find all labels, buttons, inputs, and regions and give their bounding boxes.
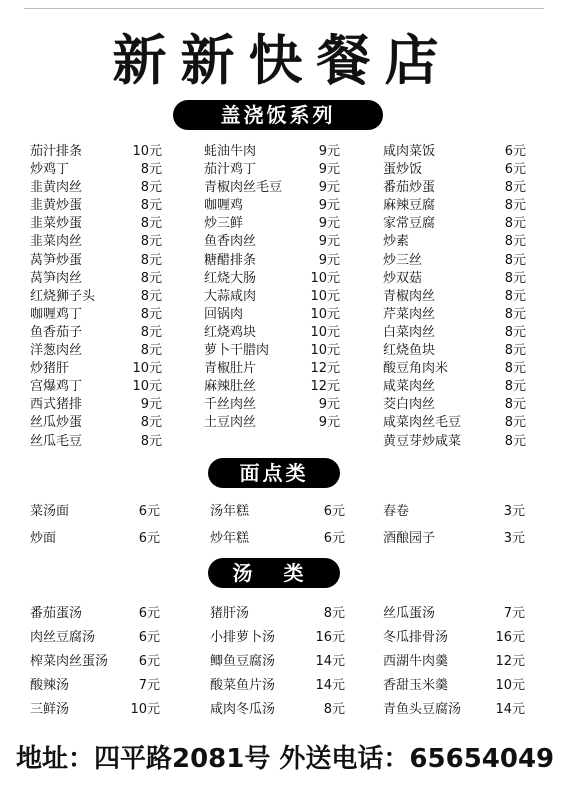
menu-item-price: 8元 bbox=[140, 288, 162, 304]
menu-item-price: 8元 bbox=[140, 270, 162, 286]
menu-item bbox=[383, 161, 526, 179]
menu-item bbox=[30, 396, 162, 414]
menu-item bbox=[383, 498, 525, 525]
menu-item-name: 大蒜咸肉 bbox=[204, 288, 257, 304]
menu-item bbox=[30, 215, 162, 233]
menu-item bbox=[30, 288, 162, 306]
menu-item-price: 7元 bbox=[138, 678, 160, 693]
menu-item bbox=[204, 197, 340, 215]
menu-item-price: 8元 bbox=[504, 379, 526, 395]
menu-item-price: 6元 bbox=[138, 531, 160, 546]
menu-item-name: 韭黄炒蛋 bbox=[30, 198, 83, 214]
menu-item bbox=[30, 525, 160, 552]
menu-item-name: 咸肉菜饭 bbox=[383, 144, 436, 159]
menu-item bbox=[30, 197, 162, 215]
menu-item-name: 土豆肉丝 bbox=[204, 415, 257, 431]
menu-item bbox=[383, 396, 526, 414]
menu-item-price: 8元 bbox=[504, 288, 526, 304]
menu-item-price: 8元 bbox=[504, 306, 526, 322]
menu-item-name: 番茄炒蛋 bbox=[383, 180, 436, 196]
menu-item bbox=[30, 498, 160, 525]
menu-item-price: 8元 bbox=[140, 234, 162, 250]
menu-item-name: 青椒肉丝 bbox=[383, 288, 436, 304]
menu-item-price: 6元 bbox=[138, 606, 160, 621]
menu-item-price: 8元 bbox=[140, 343, 162, 359]
menu-item bbox=[383, 602, 525, 626]
menu-item-name: 酸辣汤 bbox=[30, 678, 70, 693]
menu-item-price: 8元 bbox=[140, 306, 162, 322]
menu-item-name: 西式猪排 bbox=[30, 397, 83, 413]
restaurant-title: 新新快餐店 bbox=[112, 29, 453, 92]
menu-item bbox=[204, 396, 340, 414]
menu-item-price: 7元 bbox=[503, 606, 525, 621]
menu-item-name: 咖喱鸡 bbox=[204, 198, 244, 214]
menu-item bbox=[204, 360, 340, 378]
menu-item-name: 三鲜汤 bbox=[30, 702, 70, 717]
menu-item-name: 酸豆角肉米 bbox=[383, 361, 449, 377]
menu-item-price: 8元 bbox=[140, 162, 162, 178]
menu-item bbox=[383, 179, 526, 197]
menu-item bbox=[210, 698, 345, 722]
menu-item bbox=[204, 233, 340, 251]
menu-item-price: 6元 bbox=[138, 654, 160, 669]
menu-item-name: 茭白肉丝 bbox=[383, 397, 436, 413]
menu-item bbox=[30, 324, 162, 342]
menu-item-name: 洋葱肉丝 bbox=[30, 343, 83, 359]
menu-item bbox=[383, 650, 525, 674]
menu-item-price: 8元 bbox=[140, 433, 162, 449]
menu-item-price: 8元 bbox=[504, 361, 526, 377]
menu-item bbox=[204, 143, 340, 161]
menu-item-name: 炒年糕 bbox=[210, 531, 250, 546]
rice-column-1 bbox=[30, 143, 162, 451]
menu-item-price: 10元 bbox=[132, 379, 162, 395]
menu-item-name: 猪肝汤 bbox=[210, 606, 250, 621]
menu-item bbox=[204, 378, 340, 396]
menu-item-name: 榨菜肉丝蛋汤 bbox=[30, 654, 109, 669]
menu-item bbox=[383, 433, 526, 451]
menu-item-price: 8元 bbox=[504, 216, 526, 232]
menu-item-price: 12元 bbox=[495, 654, 525, 669]
menu-item-price: 12元 bbox=[310, 361, 340, 377]
menu-item-name: 炒双菇 bbox=[383, 270, 423, 286]
menu-item-name: 汤年糕 bbox=[210, 504, 250, 519]
menu-item-name: 小排萝卜汤 bbox=[210, 630, 276, 645]
menu-item bbox=[30, 433, 162, 451]
menu-item bbox=[210, 602, 345, 626]
menu-item-price: 10元 bbox=[132, 361, 162, 377]
menu-item-name: 白菜肉丝 bbox=[383, 324, 436, 340]
menu-item-name: 炒鸡丁 bbox=[30, 162, 70, 178]
menu-item bbox=[383, 324, 526, 342]
menu-item bbox=[383, 626, 525, 650]
menu-item-name: 肉丝豆腐汤 bbox=[30, 630, 96, 645]
menu-item bbox=[30, 626, 160, 650]
menu-item-name: 蚝油牛肉 bbox=[204, 144, 257, 159]
menu-item-price: 10元 bbox=[310, 270, 340, 286]
menu-item-name: 炒三鲜 bbox=[204, 216, 244, 232]
menu-item-name: 青椒肚片 bbox=[204, 361, 257, 377]
menu-item bbox=[204, 414, 340, 432]
menu-item-name: 丝瓜蛋汤 bbox=[383, 606, 436, 621]
menu-item bbox=[30, 252, 162, 270]
menu-item-price: 16元 bbox=[495, 630, 525, 645]
menu-item-price: 10元 bbox=[310, 306, 340, 322]
menu-item-price: 10元 bbox=[130, 702, 160, 717]
menu-item bbox=[204, 288, 340, 306]
menu-item-price: 3元 bbox=[503, 531, 525, 546]
menu-item-name: 家常豆腐 bbox=[383, 216, 436, 232]
menu-item bbox=[204, 215, 340, 233]
menu-item bbox=[30, 602, 160, 626]
menu-item-name: 芹菜肉丝 bbox=[383, 306, 436, 322]
menu-item-name: 香甜玉米羹 bbox=[383, 678, 449, 693]
menu-item-name: 菜汤面 bbox=[30, 504, 70, 519]
menu-item-price: 8元 bbox=[504, 252, 526, 268]
menu-item-price: 6元 bbox=[504, 144, 526, 159]
menu-item-name: 回锅肉 bbox=[204, 306, 244, 322]
menu-item bbox=[383, 698, 525, 722]
menu-item bbox=[30, 342, 162, 360]
menu-item bbox=[30, 360, 162, 378]
menu-item-price: 14元 bbox=[315, 654, 345, 669]
menu-item-name: 茄汁排条 bbox=[30, 144, 83, 159]
menu-item-price: 9元 bbox=[318, 162, 340, 178]
menu-item-price: 8元 bbox=[140, 324, 162, 340]
menu-item bbox=[210, 498, 345, 525]
menu-item-price: 8元 bbox=[140, 216, 162, 232]
menu-item bbox=[30, 270, 162, 288]
menu-item bbox=[383, 306, 526, 324]
noodle-column-2 bbox=[210, 498, 345, 552]
menu-item bbox=[210, 650, 345, 674]
menu-item-name: 酒酿园子 bbox=[383, 531, 436, 546]
menu-item-price: 8元 bbox=[504, 415, 526, 431]
menu-item-name: 炒猪肝 bbox=[30, 361, 70, 377]
menu-item bbox=[30, 674, 160, 698]
menu-item-name: 炒面 bbox=[30, 531, 57, 546]
menu-item-name: 春卷 bbox=[383, 504, 410, 519]
menu-item-price: 16元 bbox=[315, 630, 345, 645]
menu-item bbox=[204, 252, 340, 270]
menu-item-price: 10元 bbox=[495, 678, 525, 693]
menu-item-price: 14元 bbox=[495, 702, 525, 717]
menu-item-price: 8元 bbox=[140, 180, 162, 196]
menu-item-name: 蛋炒饭 bbox=[383, 162, 423, 178]
menu-item-name: 炒三丝 bbox=[383, 252, 423, 268]
menu-item-price: 6元 bbox=[138, 504, 160, 519]
menu-item-price: 9元 bbox=[318, 415, 340, 431]
menu-item-name: 咸菜肉丝毛豆 bbox=[383, 415, 462, 431]
menu-item bbox=[383, 378, 526, 396]
menu-item-name: 鱼香茄子 bbox=[30, 324, 83, 340]
menu-item-name: 丝瓜毛豆 bbox=[30, 433, 83, 449]
menu-item bbox=[204, 179, 340, 197]
menu-item-name: 冬瓜排骨汤 bbox=[383, 630, 449, 645]
menu-item-price: 6元 bbox=[323, 531, 345, 546]
menu-item-price: 10元 bbox=[132, 144, 162, 159]
menu-item-price: 8元 bbox=[140, 198, 162, 214]
menu-item-name: 韭菜炒蛋 bbox=[30, 216, 83, 232]
menu-item-price: 14元 bbox=[315, 678, 345, 693]
menu-item bbox=[30, 414, 162, 432]
menu-item-price: 9元 bbox=[318, 216, 340, 232]
menu-item-name: 西湖牛肉羹 bbox=[383, 654, 449, 669]
menu-item-price: 8元 bbox=[504, 198, 526, 214]
menu-item-price: 8元 bbox=[140, 415, 162, 431]
menu-item-name: 莴笋炒蛋 bbox=[30, 252, 83, 268]
menu-item-price: 10元 bbox=[310, 324, 340, 340]
menu-item-name: 茄汁鸡丁 bbox=[204, 162, 257, 178]
menu-item-name: 红烧狮子头 bbox=[30, 288, 96, 304]
address-phone-footer: 地址：四平路2081号 外送电话：65654049 bbox=[16, 744, 555, 774]
menu-item-name: 咖喱鸡丁 bbox=[30, 306, 83, 322]
menu-item bbox=[383, 674, 525, 698]
menu-item-price: 8元 bbox=[504, 324, 526, 340]
menu-item-price: 8元 bbox=[504, 270, 526, 286]
top-divider bbox=[24, 8, 544, 9]
menu-item-price: 3元 bbox=[503, 504, 525, 519]
menu-item bbox=[383, 215, 526, 233]
menu-item bbox=[30, 698, 160, 722]
menu-item-name: 丝瓜炒蛋 bbox=[30, 415, 83, 431]
menu-item-price: 9元 bbox=[318, 144, 340, 159]
soup-column-3 bbox=[383, 602, 525, 722]
menu-item-name: 千丝肉丝 bbox=[204, 397, 257, 413]
menu-item bbox=[30, 161, 162, 179]
menu-item-price: 12元 bbox=[310, 379, 340, 395]
menu-item bbox=[383, 233, 526, 251]
menu-item-price: 6元 bbox=[323, 504, 345, 519]
menu-item bbox=[383, 143, 526, 161]
section-noodles-banner: 面点类 bbox=[208, 458, 340, 488]
menu-item-price: 8元 bbox=[504, 397, 526, 413]
menu-item-name: 麻辣豆腐 bbox=[383, 198, 436, 214]
menu-item-price: 9元 bbox=[140, 397, 162, 413]
section-rice-banner: 盖浇饭系列 bbox=[173, 100, 383, 130]
menu-item bbox=[204, 161, 340, 179]
menu-item-price: 9元 bbox=[318, 397, 340, 413]
menu-item bbox=[383, 288, 526, 306]
menu-item bbox=[383, 525, 525, 552]
menu-item-price: 10元 bbox=[310, 343, 340, 359]
menu-item bbox=[30, 179, 162, 197]
menu-item-name: 韭菜肉丝 bbox=[30, 234, 83, 250]
menu-item-price: 9元 bbox=[318, 198, 340, 214]
menu-item-name: 萝卜干腊肉 bbox=[204, 343, 270, 359]
menu-item bbox=[383, 270, 526, 288]
menu-item-name: 鱼香肉丝 bbox=[204, 234, 257, 250]
menu-item bbox=[30, 650, 160, 674]
menu-item-name: 韭黄肉丝 bbox=[30, 180, 83, 196]
menu-item-name: 糖醋排条 bbox=[204, 252, 257, 268]
menu-item-name: 红烧鱼块 bbox=[383, 343, 436, 359]
menu-item bbox=[204, 306, 340, 324]
menu-item-name: 宫爆鸡丁 bbox=[30, 379, 83, 395]
menu-item bbox=[383, 252, 526, 270]
menu-item-name: 红烧鸡块 bbox=[204, 324, 257, 340]
menu-item-name: 莴笋肉丝 bbox=[30, 270, 83, 286]
menu-item-price: 8元 bbox=[504, 234, 526, 250]
menu-item-name: 青鱼头豆腐汤 bbox=[383, 702, 462, 717]
menu-item bbox=[210, 525, 345, 552]
menu-item-price: 10元 bbox=[310, 288, 340, 304]
menu-item bbox=[383, 360, 526, 378]
menu-item-name: 红烧大肠 bbox=[204, 270, 257, 286]
menu-item bbox=[210, 626, 345, 650]
menu-item bbox=[30, 233, 162, 251]
menu-item bbox=[204, 342, 340, 360]
menu-item-name: 番茄蛋汤 bbox=[30, 606, 83, 621]
menu-item-name: 鲫鱼豆腐汤 bbox=[210, 654, 276, 669]
menu-item bbox=[204, 270, 340, 288]
menu-item bbox=[210, 674, 345, 698]
menu-item-price: 9元 bbox=[318, 234, 340, 250]
menu-item-price: 9元 bbox=[318, 252, 340, 268]
menu-item-price: 6元 bbox=[504, 162, 526, 178]
soup-column-2 bbox=[210, 602, 345, 722]
menu-item bbox=[30, 143, 162, 161]
menu-item-price: 8元 bbox=[323, 702, 345, 717]
soup-column-1 bbox=[30, 602, 160, 722]
menu-item bbox=[30, 378, 162, 396]
noodle-column-1 bbox=[30, 498, 160, 552]
menu-item-price: 9元 bbox=[318, 180, 340, 196]
menu-item-name: 炒素 bbox=[383, 234, 410, 250]
menu-item bbox=[30, 306, 162, 324]
menu-item bbox=[383, 197, 526, 215]
menu-item-name: 咸菜肉丝 bbox=[383, 379, 436, 395]
menu-item bbox=[383, 342, 526, 360]
menu-item-price: 8元 bbox=[504, 343, 526, 359]
menu-item-name: 青椒肉丝毛豆 bbox=[204, 180, 283, 196]
rice-column-3 bbox=[383, 143, 526, 451]
menu-item bbox=[383, 414, 526, 432]
menu-item-name: 麻辣肚丝 bbox=[204, 379, 257, 395]
menu-item-price: 8元 bbox=[140, 252, 162, 268]
menu-item-name: 黄豆芽炒咸菜 bbox=[383, 433, 462, 449]
menu-item-name: 咸肉冬瓜汤 bbox=[210, 702, 276, 717]
menu-item-name: 酸菜鱼片汤 bbox=[210, 678, 276, 693]
menu-item bbox=[204, 324, 340, 342]
menu-item-price: 8元 bbox=[323, 606, 345, 621]
noodle-column-3 bbox=[383, 498, 525, 552]
menu-item-price: 8元 bbox=[504, 180, 526, 196]
rice-column-2 bbox=[204, 143, 340, 433]
menu-item-price: 6元 bbox=[138, 630, 160, 645]
section-soup-banner: 汤 类 bbox=[208, 558, 340, 588]
menu-item-price: 8元 bbox=[504, 433, 526, 449]
